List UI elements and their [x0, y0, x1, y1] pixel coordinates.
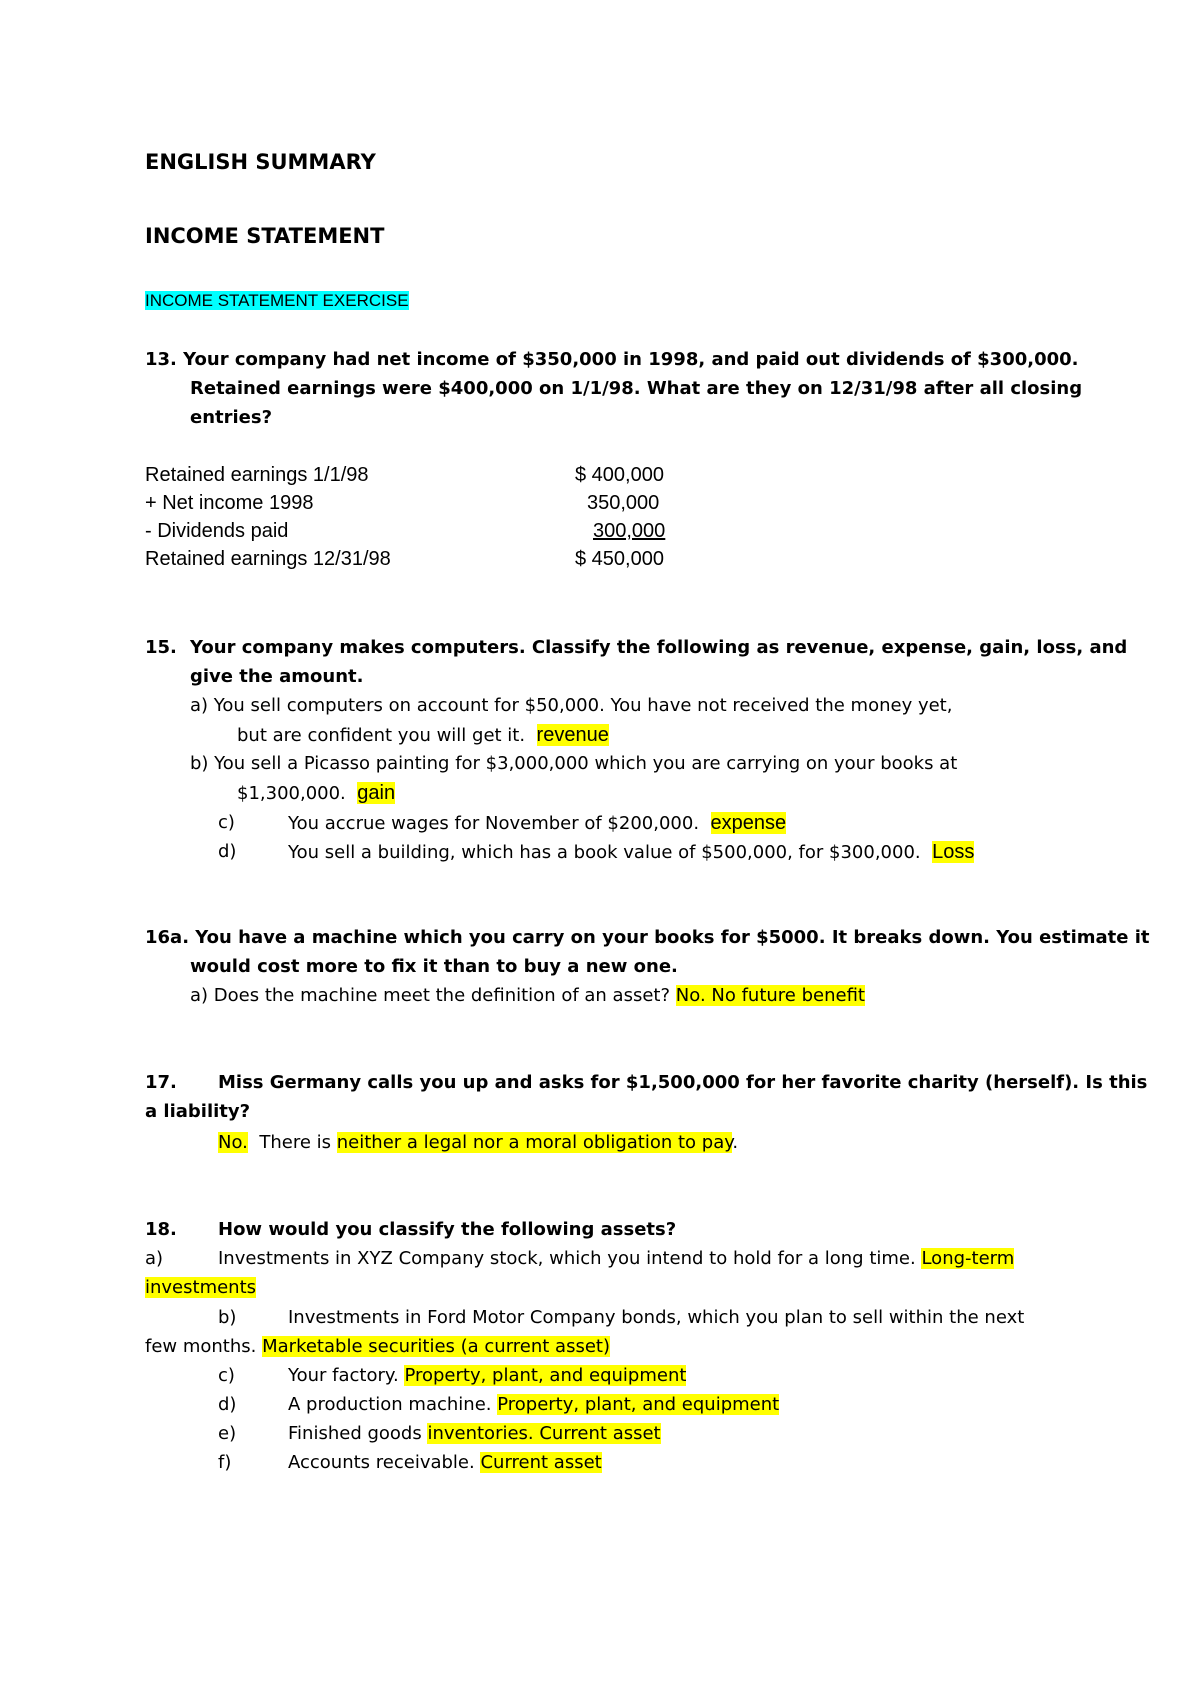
q17-answer-no: No. — [218, 1132, 248, 1153]
exercise-label — [145, 289, 409, 313]
q15-c-line — [288, 811, 786, 836]
q13-line3: entries? — [190, 407, 273, 428]
q13-row1-value: $ 400,000 — [575, 464, 664, 486]
q18-f-text: Accounts receivable. — [288, 1452, 475, 1473]
q18-a-answer2: investments — [145, 1277, 257, 1298]
q15-c-text: You accrue wages for November of $200,000. — [288, 813, 700, 834]
q18-c-letter: c) — [218, 1365, 235, 1386]
q16a-a-line — [190, 984, 865, 1008]
q18-e-answer: inventories. Current asset — [427, 1423, 661, 1444]
q13-row3-value: 300,000 — [593, 520, 666, 542]
q15-line1: Your company makes computers. Classify the following as revenue, expense, gain, loss, and — [190, 637, 1128, 658]
q16a-line1: 16a. You have a machine which you carry on your books for $5000. It breaks down. You estimate it — [145, 927, 1150, 948]
heading-income-statement: INCOME STATEMENT — [145, 224, 385, 248]
q17-line2: a liability? — [145, 1101, 251, 1122]
q18-f-answer: Current asset — [480, 1452, 602, 1473]
q18-b-line1: Investments in Ford Motor Company bonds, which you plan to sell within the next — [288, 1307, 1025, 1328]
q15-b-answer: gain — [357, 782, 396, 804]
q15-a-text: but are confident you will get it. — [237, 725, 526, 746]
heading-english-summary: ENGLISH SUMMARY — [145, 150, 376, 174]
q18-d-answer: Property, plant, and equipment — [497, 1394, 780, 1415]
q16a-line2: would cost more to fix it than to buy a new one. — [190, 956, 678, 977]
q15-number: 15. — [145, 637, 177, 658]
q18-c-answer: Property, plant, and equipment — [404, 1365, 687, 1386]
q18-f-line — [288, 1451, 602, 1475]
q13-row2-value: 350,000 — [587, 492, 660, 514]
q15-b-line2 — [237, 781, 395, 806]
q13-row4-label: Retained earnings 12/31/98 — [145, 548, 391, 570]
q18-d-line — [288, 1393, 779, 1417]
q18-a-line2 — [145, 1276, 256, 1300]
q15-d-letter: d) — [218, 841, 237, 862]
exercise-label-text: INCOME STATEMENT EXERCISE — [145, 291, 409, 310]
q16a-a-text: a) Does the machine meet the definition of an asset? — [190, 985, 671, 1006]
q15-line2: give the amount. — [190, 666, 364, 687]
q18-number: 18. — [145, 1219, 177, 1240]
q15-a-answer: revenue — [536, 724, 609, 746]
q18-e-letter: e) — [218, 1423, 237, 1444]
q18-a-letter: a) — [145, 1248, 164, 1269]
q17-answer-mid: There is — [259, 1132, 332, 1153]
q15-a-line2 — [237, 723, 609, 748]
q13-row2-label: + Net income 1998 — [145, 492, 314, 514]
q18-c-line — [288, 1364, 686, 1388]
q16a-a-answer: No. No future benefit — [675, 985, 865, 1006]
q18-a-answer1: Long-term — [921, 1248, 1015, 1269]
q17-answer-line — [218, 1131, 738, 1155]
q18-d-text: A production machine. — [288, 1394, 492, 1415]
q13-row3-label: - Dividends paid — [145, 520, 289, 542]
q18-e-text: Finished goods — [288, 1423, 422, 1444]
q18-e-line — [288, 1422, 661, 1446]
q13-row4-value: $ 450,000 — [575, 548, 664, 570]
q13-row1-label: Retained earnings 1/1/98 — [145, 464, 369, 486]
q18-b-answer: Marketable securities (a current asset) — [262, 1336, 610, 1357]
q17-number: 17. — [145, 1072, 177, 1093]
q15-a-line1: a) You sell computers on account for $50,000. You have not received the money yet, — [190, 695, 953, 716]
q17-answer-highlight: neither a legal nor a moral obligation to pay — [336, 1132, 733, 1153]
q15-c-letter: c) — [218, 812, 235, 833]
q18-b-text2: few months. — [145, 1336, 257, 1357]
q17-answer-end: . — [732, 1132, 739, 1153]
q18-f-letter: f) — [218, 1452, 232, 1473]
q13-line2: Retained earnings were $400,000 on 1/1/98. What are they on 12/31/98 after all closing — [190, 378, 1083, 399]
q18-a-line — [218, 1247, 1014, 1271]
q13-line1: 13. Your company had net income of $350,000 in 1998, and paid out dividends of $300,000. — [145, 349, 1079, 370]
q18-d-letter: d) — [218, 1394, 237, 1415]
q15-d-line — [288, 840, 974, 865]
q18-b-letter: b) — [218, 1307, 237, 1328]
q15-d-text: You sell a building, which has a book value of $500,000, for $300,000. — [288, 842, 921, 863]
q18-c-text: Your factory. — [288, 1365, 399, 1386]
q15-b-text: $1,300,000. — [237, 783, 346, 804]
q18-question: How would you classify the following assets? — [218, 1219, 677, 1240]
q15-b-line1: b) You sell a Picasso painting for $3,000,000 which you are carrying on your books at — [190, 753, 958, 774]
q18-a-text: Investments in XYZ Company stock, which you intend to hold for a long time. — [218, 1248, 916, 1269]
q15-c-answer: expense — [710, 812, 787, 834]
q15-d-answer: Loss — [932, 841, 975, 863]
q17-line1: Miss Germany calls you up and asks for $1,500,000 for her favorite charity (herself). Is this — [218, 1072, 1148, 1093]
q18-b-line2 — [145, 1335, 610, 1359]
